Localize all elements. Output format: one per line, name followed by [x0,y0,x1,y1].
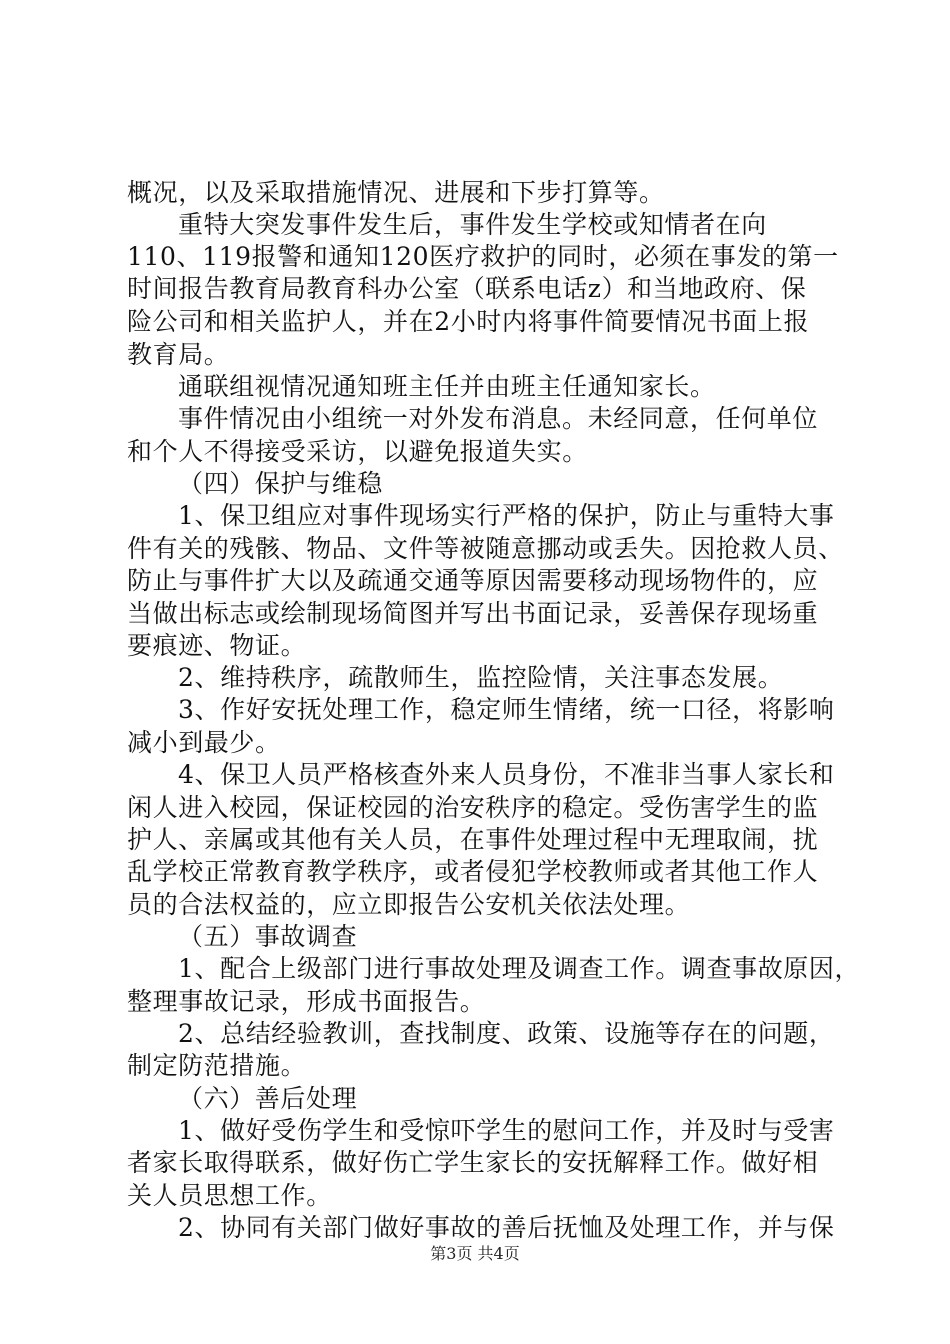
text-line: 制定防范措施。 [127,1051,307,1080]
text-line: 通联组视情况通知班主任并由班主任通知家长。 [178,372,716,401]
text-line: 乱学校正常教育教学秩序，或者侵犯学校教师或者其他工作人 [127,857,819,886]
text-line: 2、协同有关部门做好事故的善后抚恤及处理工作，并与保 [178,1213,835,1242]
text-line: 3、作好安抚处理工作，稳定师生情绪，统一口径，将影响 [178,695,835,724]
text-line: 整理事故记录，形成书面报告。 [127,987,486,1016]
text-line: 1、保卫组应对事件现场实行严格的保护，防止与重特大事 [178,501,835,530]
text-line: 防止与事件扩大以及疏通交通等原因需要移动现场物件的，应 [127,566,819,595]
page-number-footer: 第3页 共4页 [430,1244,520,1263]
text-line: 要痕迹、物证。 [127,631,307,660]
text-line: 减小到最少。 [127,728,281,757]
text-line: 闲人进入校园，保证校园的治安秩序的稳定。受伤害学生的监 [127,793,819,822]
text-line: 当做出标志或绘制现场简图并写出书面记录，妥善保存现场重 [127,599,819,628]
text-line: 2、总结经验教训，查找制度、政策、设施等存在的问题， [178,1019,835,1048]
text-line: 4、保卫人员严格核查外来人员身份，不准非当事人家长和 [178,760,835,789]
section-heading: （五）事故调查 [178,922,358,951]
text-line: 和个人不得接受采访，以避免报道失实。 [127,437,588,466]
text-line: 2、维持秩序，疏散师生，监控险情，关注事态发展。 [178,663,784,692]
section-heading: （四）保护与维稳 [178,469,383,498]
section-heading: （六）善后处理 [178,1084,358,1113]
text-line: 110、119报警和通知120医疗救护的同时，必须在事发的第一 [127,242,839,271]
text-line: 事件情况由小组统一对外发布消息。未经同意，任何单位 [178,404,819,433]
text-line: 教育局。 [127,340,230,369]
text-line: 件有关的残骸、物品、文件等被随意挪动或丢失。因抢救人员、 [127,534,844,563]
text-line: 重特大突发事件发生后，事件发生学校或知情者在向 [178,210,767,239]
text-line: 员的合法权益的，应立即报告公安机关依法处理。 [127,890,691,919]
text-line: 关人员思想工作。 [127,1181,332,1210]
text-line: 1、配合上级部门进行事故处理及调查工作。调查事故原因， [178,954,861,983]
text-line: 险公司和相关监护人，并在2小时内将事件简要情况书面上报 [127,307,810,336]
text-line: 者家长取得联系，做好伤亡学生家长的安抚解释工作。做好相 [127,1148,819,1177]
text-line: 护人、亲属或其他有关人员，在事件处理过程中无理取闹，扰 [127,825,819,854]
text-line: 1、做好受伤学生和受惊吓学生的慰问工作，并及时与受害 [178,1116,835,1145]
text-line: 概况，以及采取措施情况、进展和下步打算等。 [127,178,665,207]
text-line: 时间报告教育局教育科办公室（联系电话z）和当地政府、保 [127,274,807,303]
